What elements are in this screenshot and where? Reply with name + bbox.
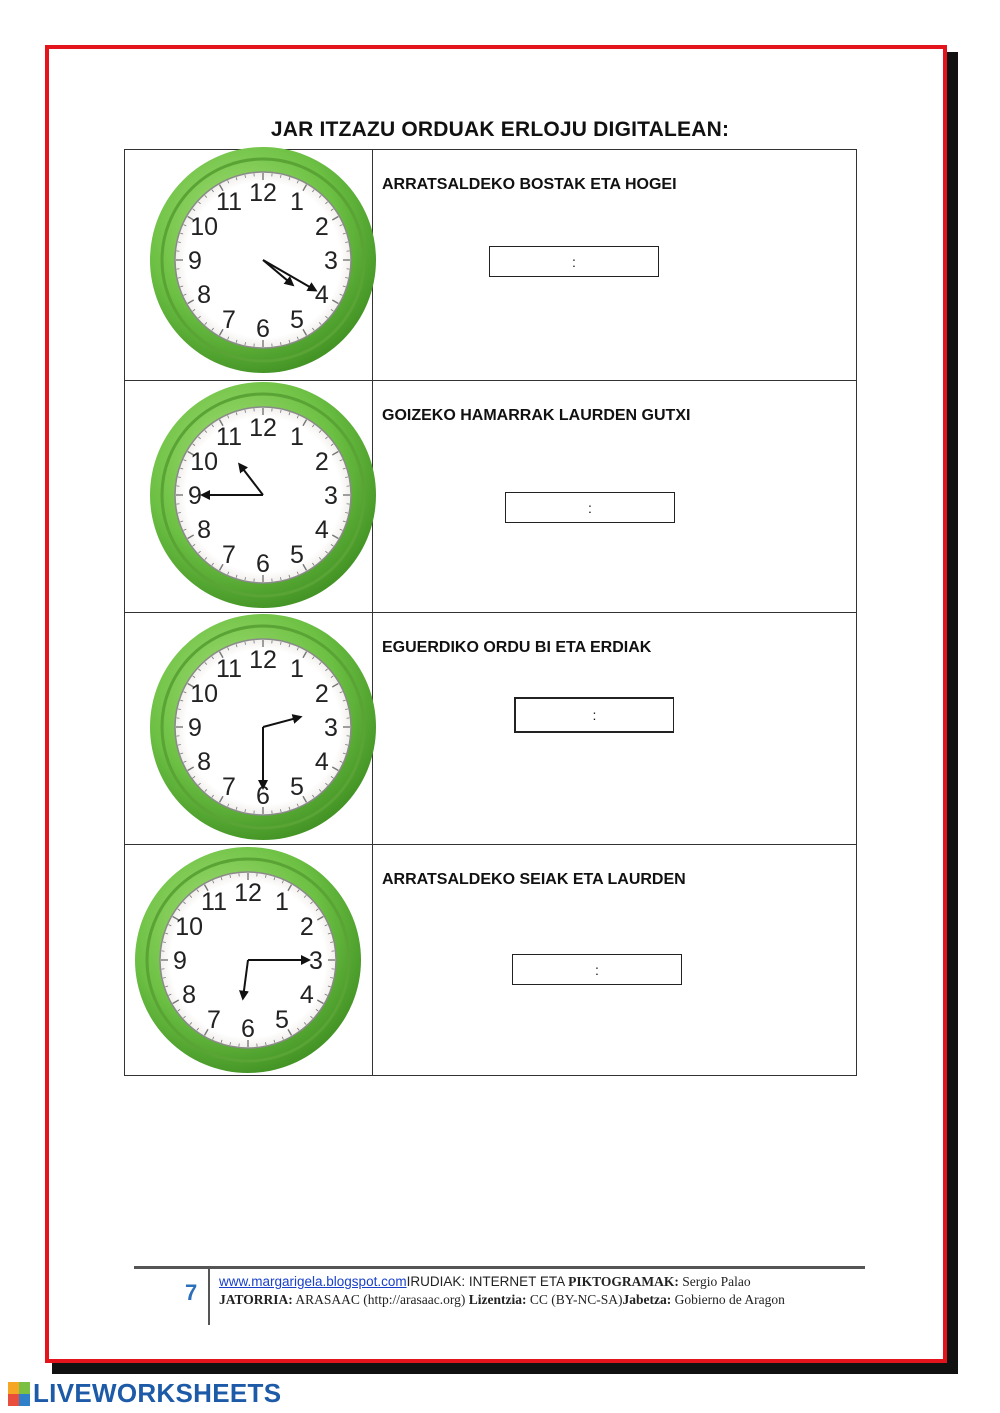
clock-number: 1	[290, 655, 304, 684]
clock-number: 6	[256, 315, 270, 343]
clock-number: 5	[290, 772, 304, 801]
digital-time-input[interactable]	[489, 246, 659, 277]
digital-time-input[interactable]	[505, 492, 675, 523]
clock-number: 2	[299, 913, 314, 941]
page-number: 7	[185, 1280, 198, 1305]
clock-number: 10	[175, 913, 204, 941]
clock-number: 1	[290, 188, 304, 217]
clock-cell	[125, 613, 373, 845]
time-prompt: GOIZEKO HAMARRAK LAURDEN GUTXI	[382, 407, 691, 424]
clock-number: 12	[234, 879, 262, 907]
footer-vertical-divider	[208, 1269, 210, 1325]
footer-owner-label: Jabetza:	[622, 1291, 672, 1307]
clock-number: 6	[256, 550, 270, 578]
footer-pictograms-label: PIKTOGRAMAK:	[568, 1274, 679, 1289]
clock-number: 7	[207, 1005, 221, 1034]
table-row	[125, 845, 857, 1076]
clock-number: 6	[256, 782, 270, 810]
clock-number: 6	[241, 1015, 255, 1043]
time-separator: :	[592, 707, 597, 723]
clock-number: 1	[275, 888, 289, 917]
clock-number: 8	[182, 981, 197, 1009]
time-separator: :	[572, 253, 576, 270]
clock-number: 4	[314, 516, 329, 544]
clock-number: 11	[216, 188, 242, 217]
clock-number: 3	[324, 482, 338, 510]
prompt-cell	[373, 381, 857, 613]
prompt-cell	[373, 150, 857, 381]
clock-number: 5	[290, 305, 304, 334]
clock-number: 3	[324, 247, 338, 275]
clock-number: 8	[197, 516, 212, 544]
footer-pictograms-value: Sergio Palao	[678, 1274, 751, 1289]
clock-number: 3	[309, 947, 323, 975]
clock-number: 7	[222, 305, 236, 334]
footer-credits	[219, 1273, 839, 1308]
clock-number: 2	[314, 680, 329, 708]
clock-icon	[132, 844, 364, 1076]
clock-number: 3	[324, 714, 338, 742]
clock-number: 9	[188, 482, 202, 510]
clock-number: 7	[222, 540, 236, 569]
clock-number: 12	[249, 646, 277, 674]
clock-number: 4	[314, 281, 329, 309]
clock-number: 5	[275, 1005, 289, 1034]
clock-number: 7	[222, 772, 236, 801]
clock-number: 10	[190, 680, 219, 708]
footer-license-label: Lizentzia:	[468, 1291, 527, 1307]
footer-owner-value: Gobierno de Aragon	[671, 1291, 785, 1307]
footer-source-value: ARASAAC (http://arasaac.org)	[292, 1291, 469, 1307]
footer-license-value: CC (BY-NC-SA)	[526, 1291, 623, 1307]
clock-number: 11	[201, 888, 227, 917]
clock-number: 12	[249, 414, 277, 442]
liveworksheets-brand[interactable]	[8, 1378, 281, 1409]
time-prompt: ARRATSALDEKO BOSTAK ETA HOGEI	[382, 176, 677, 193]
clock-number: 10	[190, 213, 219, 241]
liveworksheets-logo-icon	[8, 1382, 30, 1406]
clock-number: 2	[314, 213, 329, 241]
clock-number: 1	[290, 423, 304, 452]
clock-cell	[125, 845, 373, 1076]
clock-number: 5	[290, 540, 304, 569]
clock-number: 10	[190, 448, 219, 476]
time-separator: :	[588, 499, 592, 516]
digital-time-input[interactable]	[512, 954, 682, 985]
prompt-cell	[373, 613, 857, 845]
table-row	[125, 613, 857, 845]
clock-number: 2	[314, 448, 329, 476]
clock-number: 4	[299, 981, 314, 1009]
clock-cell	[125, 381, 373, 613]
clock-number: 11	[216, 423, 242, 452]
clock-number: 8	[197, 281, 212, 309]
clock-cell	[125, 150, 373, 381]
footer-images-credit: IRUDIAK: INTERNET ETA	[406, 1274, 569, 1289]
clock-number: 8	[197, 748, 212, 776]
time-separator: :	[595, 961, 599, 978]
exercise-table	[124, 149, 857, 1076]
table-row	[125, 381, 857, 613]
clock-number: 9	[173, 947, 187, 975]
time-prompt: ARRATSALDEKO SEIAK ETA LAURDEN	[382, 871, 686, 888]
clock-number: 11	[216, 655, 242, 684]
table-row	[125, 150, 857, 381]
brand-name: LIVEWORKSHEETS	[33, 1378, 282, 1408]
time-prompt: EGUERDIKO ORDU BI ETA ERDIAK	[382, 639, 652, 656]
worksheet-title: JAR ITZAZU ORDUAK ERLOJU DIGITALEAN:	[270, 118, 730, 141]
clock-icon	[147, 379, 379, 611]
digital-time-input[interactable]	[514, 697, 674, 733]
clock-number: 4	[314, 748, 329, 776]
footer-source-label: JATORRIA:	[219, 1291, 293, 1307]
blog-link[interactable]: www.margarigela.blogspot.com	[219, 1274, 407, 1289]
clock-number: 12	[249, 179, 277, 207]
clock-icon	[147, 144, 379, 376]
prompt-cell	[373, 845, 857, 1076]
clock-number: 9	[188, 714, 202, 742]
clock-icon	[147, 611, 379, 843]
footer-divider	[134, 1266, 865, 1269]
clock-number: 9	[188, 247, 202, 275]
